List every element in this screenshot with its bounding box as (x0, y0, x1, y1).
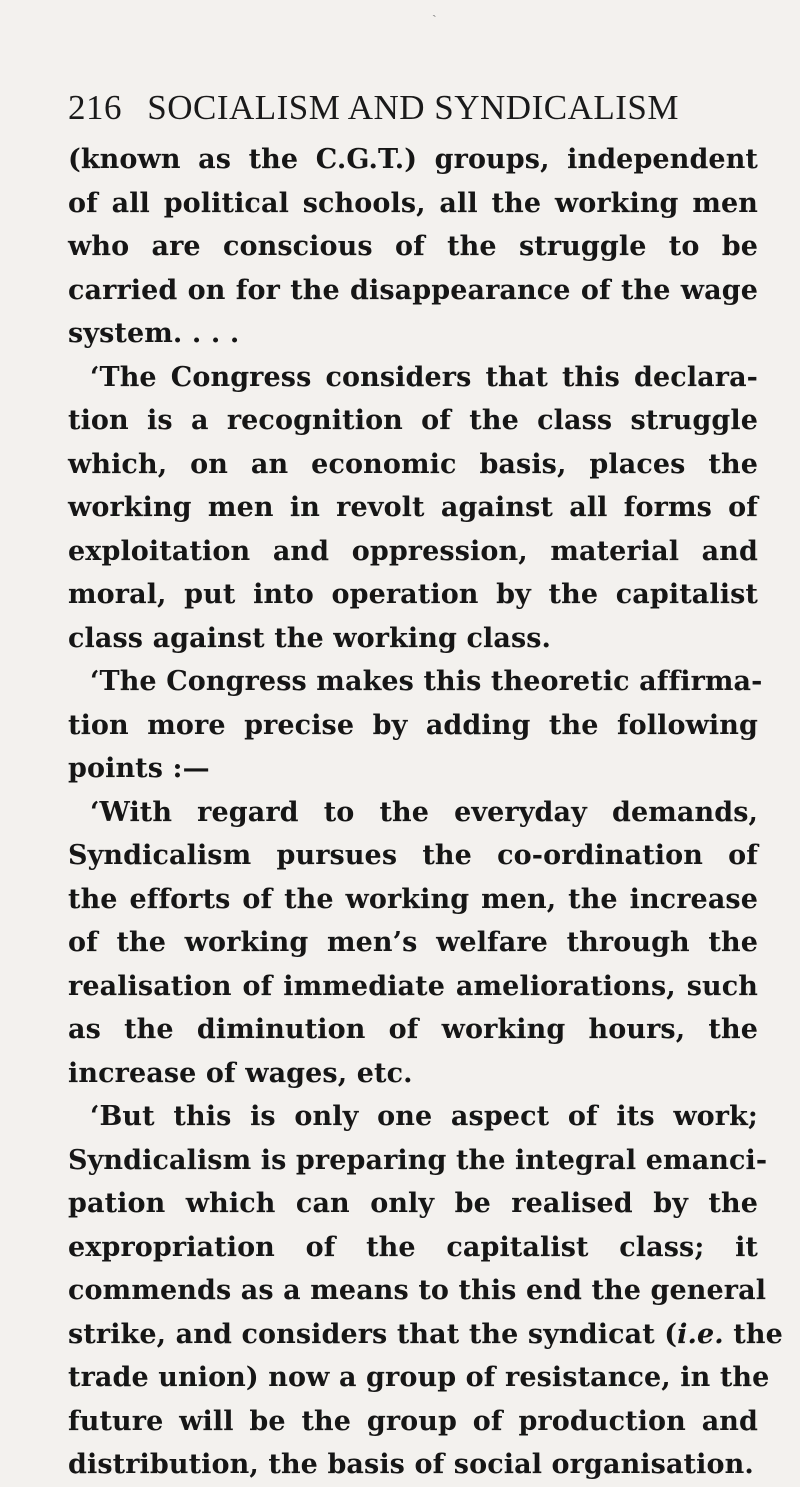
text-line: Syndicalism pursues the co-ordination of (68, 840, 758, 871)
text-line: class against the working class. (68, 622, 552, 654)
text-line: as the diminution of working hours, the (68, 1014, 758, 1045)
text-line: strike, and considers that the syndicat (i.e. the (68, 1318, 783, 1350)
text-line: Syndicalism is preparing the integral emanci- (68, 1144, 768, 1176)
text-line: exploitation and oppression, material and (68, 535, 758, 567)
text-line: ‘But this is only one aspect of its work; (90, 1101, 758, 1132)
text-line: tion is a recognition of the class struggle (68, 405, 758, 436)
text-line: ‘The Congress makes this theoretic affirma- (90, 666, 763, 697)
text-line: carried on for the disappearance of the wage (68, 274, 758, 306)
italic-abbreviation: i.e. (677, 1318, 724, 1350)
text-line: tion more precise by adding the following (68, 709, 758, 741)
running-title: SOCIALISM AND SYNDICALISM (147, 88, 679, 127)
text-line: expropriation of the capitalist class; it (68, 1231, 758, 1263)
text-line: future will be the group of production and (68, 1405, 758, 1437)
text-line: trade union) now a group of resistance, in the (68, 1362, 770, 1393)
text-line: working men in revolt against all forms of (68, 492, 758, 523)
text-line: increase of wages, etc. (68, 1057, 413, 1089)
text-line: of all political schools, all the working men (68, 187, 758, 219)
text-line: realisation of immediate ameliorations, such (68, 970, 758, 1002)
text-line: the efforts of the working men, the increase (68, 883, 758, 915)
text-line: points :— (68, 753, 210, 784)
text-line: pation which can only be realised by the (68, 1188, 758, 1219)
text-line: ‘With regard to the everyday demands, (90, 796, 758, 828)
text-line: ‘The Congress considers that this declara- (90, 361, 758, 393)
body-text (68, 138, 783, 1487)
text-line: of the working men’s welfare through the (68, 927, 758, 958)
text-line: who are conscious of the struggle to be (68, 231, 758, 262)
running-header (68, 88, 748, 128)
text-line: which, on an economic basis, places the (68, 448, 758, 480)
text-line: commends as a means to this end the general (68, 1275, 767, 1306)
text-line: moral, put into operation by the capitalist (68, 579, 758, 610)
top-stray-mark: ˏ (432, 2, 437, 18)
text-line: (known as the C.G.T.) groups, independent (68, 144, 758, 175)
text-line: distribution, the basis of social organisation. (68, 1449, 754, 1480)
text-line: system. . . . (68, 318, 240, 349)
page-number: 216 (68, 88, 122, 127)
